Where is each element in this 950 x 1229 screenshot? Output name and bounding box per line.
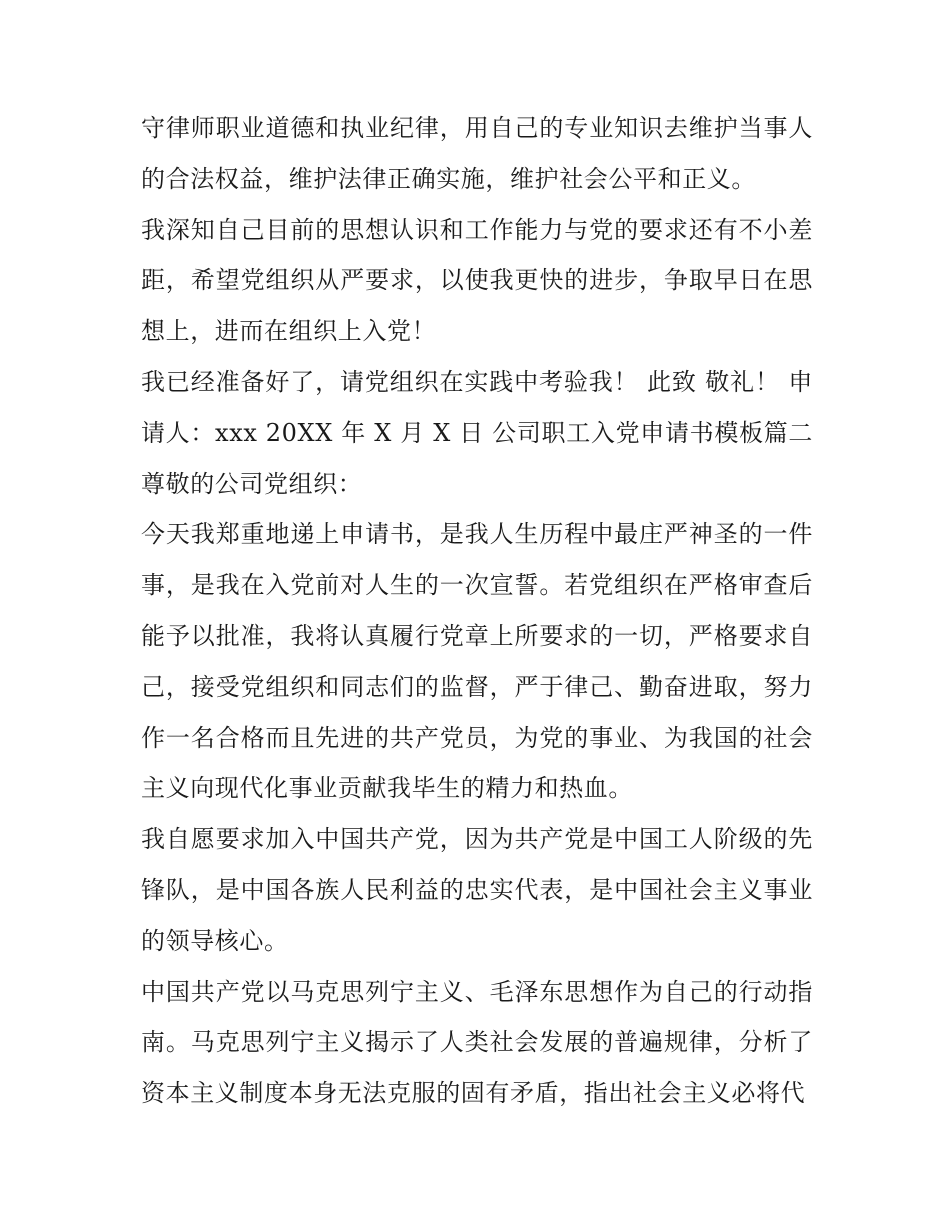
paragraph-2: 我深知自己目前的思想认识和工作能力与党的要求还有不小差距，希望党组织从严要求，以使我更快的进步，争取早日在思想上，进而在组织上入党！ bbox=[141, 215, 813, 346]
paragraph-5: 我自愿要求加入中国共产党，因为共产党是中国工人阶级的先锋队，是中国各族人民利益的忠实代表，是中国社会主义事业的领导核心。 bbox=[141, 825, 813, 955]
paragraph-6: 中国共产党以马克思列宁主义、毛泽东思想作为自己的行动指南。马克思列宁主义揭示了人类社会发展的普遍规律，分析了资本主义制度本身无法克服的固有矛盾，指出社会主义必将代 bbox=[141, 977, 813, 1108]
document-body bbox=[141, 103, 813, 1119]
paragraph-4: 今天我郑重地递上申请书，是我人生历程中最庄严神圣的一件事，是我在入党前对人生的一次宣誓。若党组织在严格审查后能予以批准，我将认真履行党章上所要求的一切，严格要求自己，接受党组织和同志们的监督，严于律己、勤奋进取，努力作一名合格而且先进的共产党员，为党的事业、为我国的社会主义向现代化事业贡献我毕生的精力和热血。 bbox=[141, 520, 813, 803]
paragraph-1: 守律师职业道德和执业纪律，用自己的专业知识去维护当事人的合法权益，维护法律正确实施，维护社会公平和正义。 bbox=[141, 114, 813, 193]
paragraph-3: 我已经准备好了，请党组织在实践中考验我！ 此致 敬礼！ 申请人：xxx 20XX 年 X 月 X 日 公司职工入党申请书模板篇二 尊敬的公司党组织： bbox=[141, 367, 813, 498]
